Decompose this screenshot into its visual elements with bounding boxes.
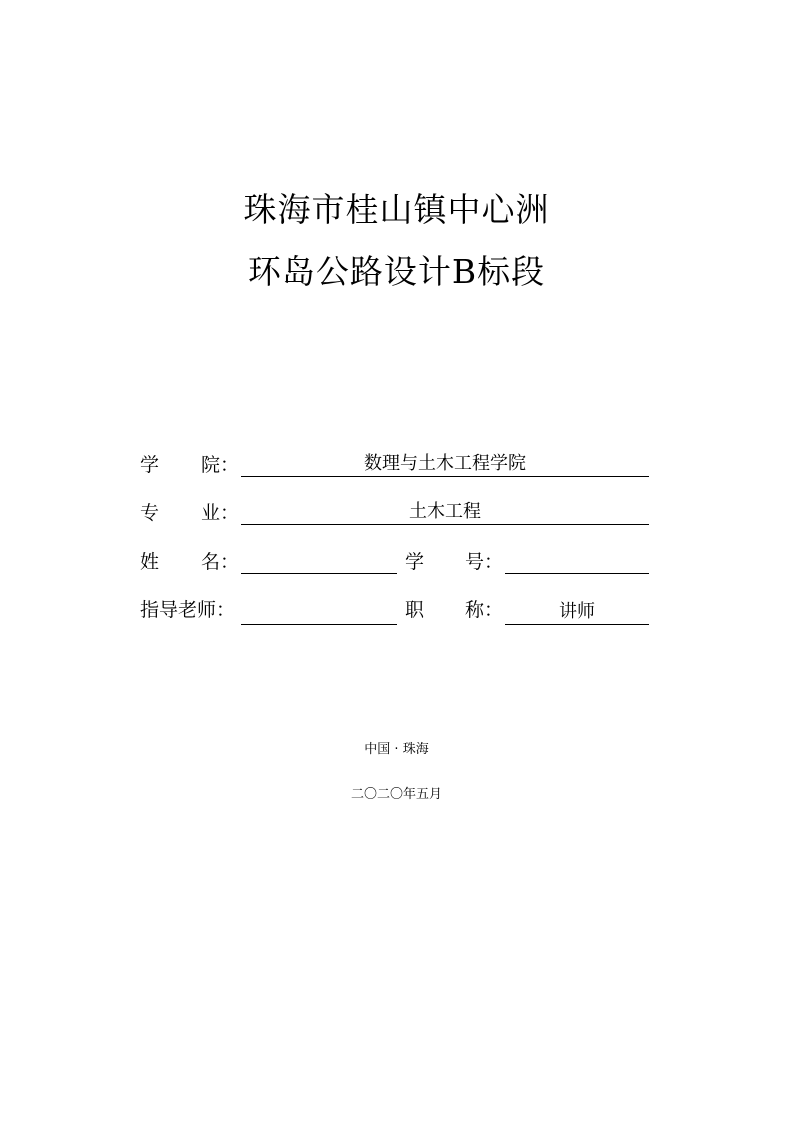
major-label-char-1: 专 <box>140 502 160 524</box>
college-label-char-2: 院： <box>201 454 240 476</box>
name-field[interactable] <box>241 549 397 574</box>
college-field[interactable]: 数理与土木工程学院 <box>241 452 649 477</box>
major-label-char-2: 业： <box>201 502 240 524</box>
student-id-field[interactable] <box>505 549 649 574</box>
student-id-label-char-2: 号： <box>465 551 504 573</box>
college-label-char-1: 学 <box>140 454 160 476</box>
name-label-char-2: 名： <box>201 551 240 573</box>
student-id-label-char-1: 学 <box>405 551 425 573</box>
title-line-1: 珠海市桂山镇中心洲 <box>243 190 550 229</box>
advisor-field[interactable] <box>241 600 397 625</box>
title-rank-field[interactable]: 讲师 <box>505 600 649 625</box>
title-rank-label-char-1: 职 <box>405 599 425 621</box>
major-field[interactable]: 土木工程 <box>241 500 649 525</box>
footer-date: 二〇二〇年五月 <box>350 787 442 802</box>
advisor-label: 指导老师： <box>140 599 236 621</box>
name-label-char-1: 姓 <box>140 551 160 573</box>
title-rank-label-char-2: 称： <box>465 599 504 621</box>
footer-place: 中国 · 珠海 <box>364 742 429 757</box>
title-line-2: 环岛公路设计B标段 <box>247 252 546 291</box>
